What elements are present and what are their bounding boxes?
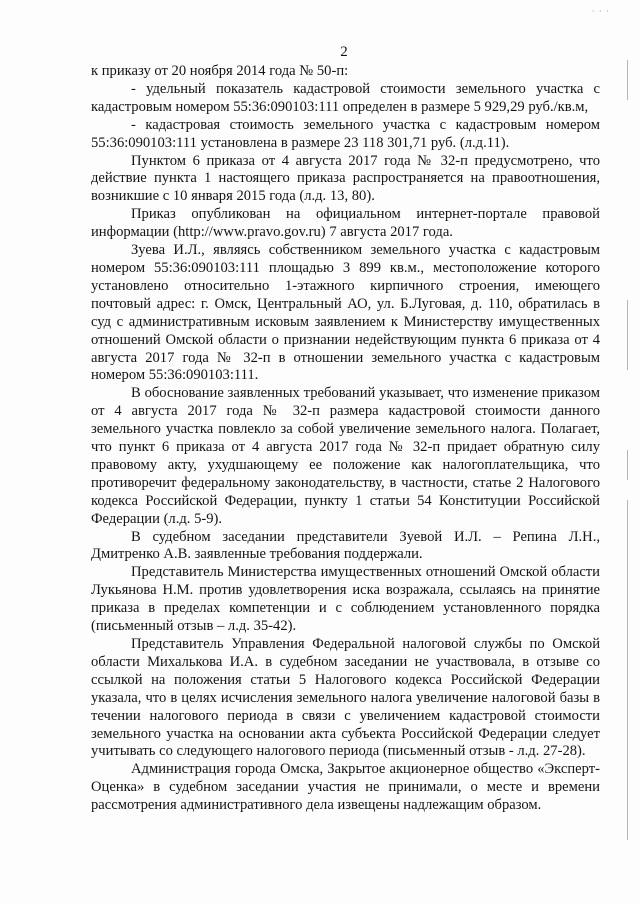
scan-edge-mark	[627, 450, 628, 480]
paragraph: Пунктом 6 приказа от 4 августа 2017 года № 32-п предусмотрено, что действие пункта 1 настоящего приказа распространяется на правоотношения, возникшие с 10 января 2015 года (л.д. 13, 80).	[91, 152, 600, 205]
paragraph: Администрация города Омска, Закрытое акционерное общество «Эксперт-Оценка» в судебном заседании участия не принимали, о месте и времени рассмотрения административного дела извещены надлежащим образом.	[91, 761, 600, 814]
page-number: 2	[340, 44, 348, 60]
scan-edge-mark	[627, 60, 628, 100]
paragraph: - удельный показатель кадастровой стоимости земельного участка с кадастровым номером 55:36:090103:111 определен в размере 5 929,29 руб./кв.м,	[91, 80, 600, 115]
paragraph: В судебном заседании представители Зуевой И.Л. – Репина Л.Н., Дмитренко А.В. заявленные требования поддержали.	[91, 528, 600, 563]
document-body	[91, 63, 600, 815]
paragraph: Представитель Министерства имущественных отношений Омской области Лукьянова Н.М. против удовлетворения иска возражала, ссылаясь на принятие приказа в пределах компетенции и с соблюдением установленного порядка (письменный отзыв – л.д. 35-42).	[91, 564, 600, 635]
paragraph: Представитель Управления Федеральной налоговой службы по Омской области Михалькова И.А. в судебном заседании не участвовала, в отзыве со ссылкой на положения статьи 5 Налогового кодекса Российской Федерации указала, что в целях исчисления земельного налога увеличение налоговой базы в течении налогового периода в связи с увеличением кадастровой стоимости земельного участка на основании акта субъекта Российской Федерации следует учитывать со следующего налогового периода (письменный отзыв - л.д. 27-28).	[91, 636, 600, 760]
paragraph: Зуева И.Л., являясь собственником земельного участка с кадастровым номером 55:36:090103:111 площадью 3 899 кв.м., местоположение которого установлено относительно 1-этажного кирпичного строения, имеющего почтовый адрес: г. Омск, Центральный АО, ул. Б.Луговая, д. 110, обратилась в суд с административным исковым заявлением к Министерству имущественных отношений Омской области о признании недействующим пункта 6 приказа от 4 августа 2017 года № 32-п в отношении земельного участка с кадастровым номером 55:36:090103:111.	[91, 242, 600, 384]
paragraph: Приказ опубликован на официальном интернет-портале правовой информации (http://www.pravo.gov.ru) 7 августа 2017 года.	[91, 206, 600, 241]
scan-edge-mark	[627, 300, 628, 370]
paragraph: В обоснование заявленных требований указывает, что изменение приказом от 4 августа 2017 года № 32-п размера кадастровой стоимости данного земельного участка повлекло за собой увеличение земельного налога. Полагает, что пункт 6 приказа от 4 августа 2017 года № 32-п придает обратную силу правовому акту, ухудшающему ее положение как налогоплательщика, что противоречит федеральному законодательству, в частности, статье 2 Налогового кодекса Российской Федерации, пункту 1 статьи 54 Конституции Российской Федерации (л.д. 5-9).	[91, 385, 600, 527]
scan-edge-mark	[627, 500, 628, 840]
paragraph: к приказу от 20 ноября 2014 года № 50-п:	[91, 63, 349, 79]
paragraph: - кадастровая стоимость земельного участка с кадастровым номером 55:36:090103:111 установлена в размере 23 118 301,71 руб. (л.д.11).	[91, 116, 600, 151]
scan-artifact: · · ·	[591, 6, 610, 16]
